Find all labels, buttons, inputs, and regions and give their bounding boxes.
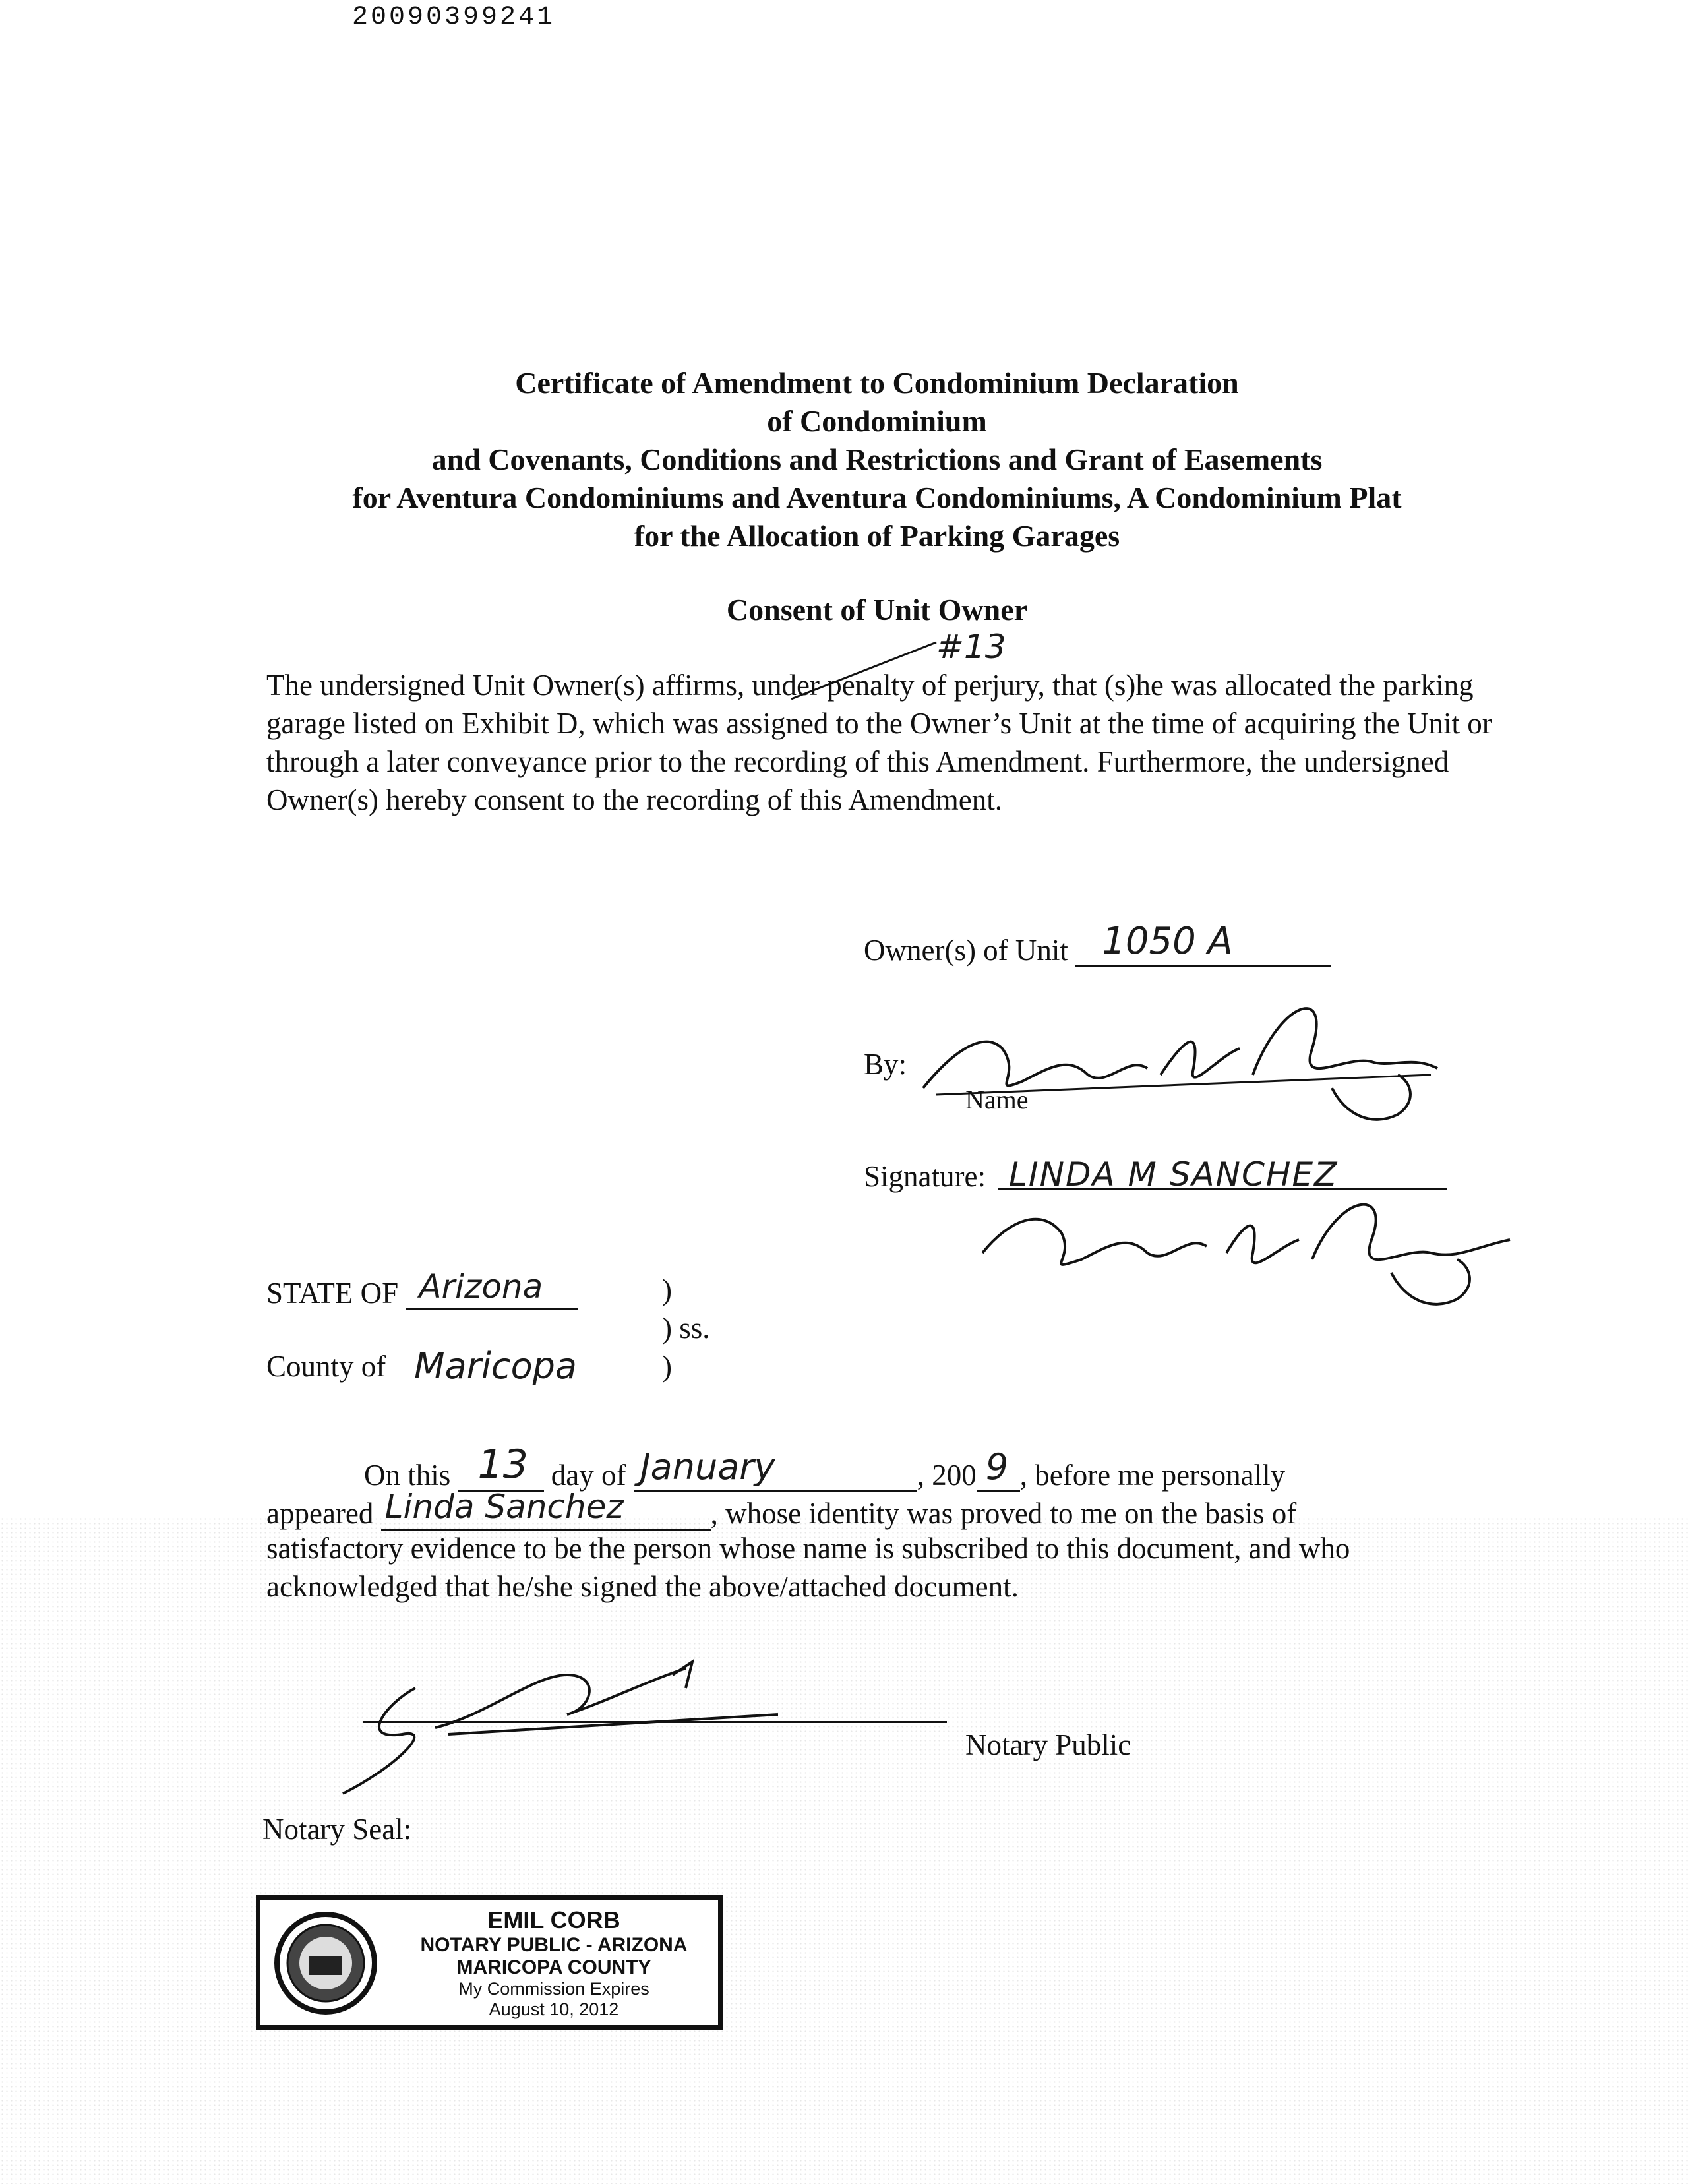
on-this-text: On this [364, 1459, 451, 1492]
owner-signature-second [969, 1187, 1523, 1319]
unit-value: 1050 A [1102, 920, 1233, 963]
unit-label: Owner(s) of Unit [864, 934, 1068, 967]
name-label: Name [965, 1085, 1029, 1114]
state-field [406, 1267, 578, 1310]
scan-speckle-texture [0, 1517, 1688, 2184]
printed-owner-name: LINDA M SANCHEZ [1009, 1155, 1339, 1194]
body-paragraph: The undersigned Unit Owner(s) affirms, under penalty of perjury, that (s)he was allocated the parking garage listed on Exhibit D, which was assigned to the Owner’s Unit at the time of acquiring the Unit or through a later conveyance prior to the recording of this Amendment. Furthermore, the undersigned Owner(s) hereby consent to the recording of this Amendment. [266, 669, 1492, 816]
state-line [266, 1267, 578, 1310]
day-of-text: day of [551, 1459, 626, 1492]
month-field [634, 1446, 917, 1492]
county-value: Maricopa [414, 1345, 577, 1387]
consent-heading: Consent of Unit Owner [726, 593, 1028, 626]
title-line-2: of Condominium [767, 404, 987, 438]
state-value: Arizona [419, 1267, 543, 1306]
unit-line [864, 920, 1331, 967]
notary-seal-label: Notary Seal: [262, 1813, 412, 1846]
day-field [458, 1441, 544, 1492]
acknowledgment-rest-3: acknowledged that he/she signed the above/attached document. [266, 1570, 1019, 1603]
year-value: 9 [985, 1446, 1009, 1488]
acknowledgment-rest-1: , whose identity was proved to me on the basis of [710, 1497, 1297, 1530]
signature-label: Signature: [864, 1160, 986, 1193]
stamp-notary-name: EMIL CORB [487, 1906, 620, 1933]
month-value: January [640, 1446, 775, 1488]
stamp-line-5: August 10, 2012 [489, 1999, 619, 2019]
state-paren: ) [662, 1273, 672, 1306]
title-line-4: for Aventura Condominiums and Aventura Condominiums, A Condominium Plat [352, 481, 1402, 514]
acknowledgment-line-2 [266, 1488, 1297, 1531]
stamp-line-3: MARICOPA COUNTY [456, 1957, 651, 1978]
unit-field [1075, 920, 1331, 967]
title-line-3: and Covenants, Conditions and Restrictions and Grant of Easements [431, 442, 1323, 476]
year-prefix-text: , 200 [917, 1459, 977, 1492]
appeared-text: appeared [266, 1497, 374, 1530]
owner-signature-by [910, 976, 1451, 1141]
document-title [251, 364, 1503, 555]
county-paren: ) [662, 1350, 672, 1383]
before-me-text: , before me personally [1019, 1459, 1286, 1492]
notary-public-label: Notary Public [965, 1728, 1131, 1761]
notary-signature [316, 1649, 778, 1807]
acknowledgment-rest-2: satisfactory evidence to be the person whose name is subscribed to this document, and who [266, 1532, 1350, 1565]
day-value: 13 [477, 1441, 528, 1488]
notary-stamp [256, 1895, 723, 2030]
document-number: 20090399241 [351, 3, 556, 32]
county-label: County of [266, 1350, 386, 1383]
year-field [977, 1446, 1020, 1492]
handwritten-insert: #13 [936, 628, 1006, 666]
stamp-line-4: My Commission Expires [458, 1979, 649, 1999]
stamp-line-2: NOTARY PUBLIC - ARIZONA [420, 1934, 688, 1956]
state-label: STATE OF [266, 1277, 399, 1310]
appeared-value: Linda Sanchez [384, 1488, 624, 1526]
stamp-text [392, 1906, 715, 2020]
ss-mark: ) ss. [662, 1312, 710, 1345]
arizona-seal-icon [270, 1910, 382, 2016]
acknowledgment-line-1 [364, 1441, 1286, 1492]
by-label: By: [864, 1048, 907, 1081]
appeared-field [381, 1488, 711, 1531]
title-line-5: for the Allocation of Parking Garages [634, 519, 1120, 553]
title-line-1: Certificate of Amendment to Condominium Declaration [515, 366, 1239, 400]
